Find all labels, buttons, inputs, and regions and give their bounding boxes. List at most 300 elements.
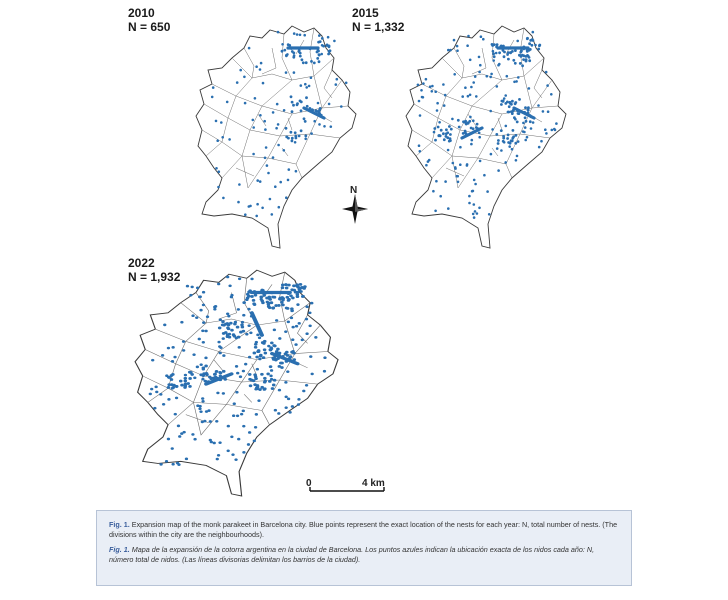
nest-point	[520, 50, 523, 53]
nest-point	[474, 183, 477, 186]
nest-point	[310, 76, 313, 79]
nest-point	[491, 128, 494, 131]
nest-point	[328, 45, 331, 48]
nest-point	[248, 378, 252, 381]
nest-point	[447, 149, 450, 152]
nest-point	[293, 71, 296, 74]
nest-point	[237, 201, 240, 204]
nest-point	[461, 95, 464, 98]
nest-point	[466, 44, 469, 47]
nest-point	[295, 325, 298, 328]
nest-point	[469, 94, 472, 97]
nest-point	[524, 116, 527, 119]
nest-point	[283, 109, 286, 112]
nest-point	[431, 85, 434, 88]
panel-2015-year: 2015	[352, 6, 379, 20]
nest-point	[475, 95, 478, 98]
nest-point	[506, 137, 509, 140]
nest-point	[299, 290, 302, 293]
nest-point	[184, 377, 188, 380]
nest-point	[263, 380, 267, 383]
nest-point	[300, 109, 303, 112]
nest-point	[154, 385, 157, 388]
nest-point	[318, 53, 321, 56]
nest-point	[517, 112, 520, 115]
nest-point	[250, 315, 253, 318]
nest-point	[509, 142, 512, 145]
nest-point	[425, 164, 428, 167]
nest-point	[474, 75, 477, 78]
caption-en-figlabel: Fig. 1.	[109, 520, 130, 529]
nest-point	[448, 125, 451, 128]
nest-point	[167, 398, 170, 401]
nest-point	[472, 119, 475, 122]
nest-point	[288, 411, 291, 414]
nest-point	[226, 101, 229, 104]
nest-point	[429, 85, 432, 88]
nest-point	[545, 71, 548, 74]
nest-point	[278, 352, 282, 355]
nest-point	[473, 216, 476, 219]
nest-point	[553, 128, 556, 131]
nest-point	[198, 338, 201, 341]
nest-point	[265, 297, 269, 300]
nest-point	[243, 76, 246, 79]
nest-point	[318, 34, 321, 37]
nest-point	[478, 56, 481, 59]
nest-point	[479, 160, 482, 163]
nest-point	[219, 375, 222, 378]
caption-spanish	[109, 545, 619, 565]
nest-point	[240, 323, 244, 326]
nest-point	[516, 121, 519, 124]
nest-point	[230, 296, 233, 299]
nest-point	[293, 54, 296, 57]
nest-point	[259, 295, 263, 298]
nest-point	[304, 83, 307, 86]
nest-point	[288, 168, 291, 171]
nest-point	[521, 64, 524, 67]
nest-point	[474, 210, 477, 213]
nest-point	[222, 370, 226, 373]
nest-point	[442, 132, 445, 135]
nest-point	[447, 207, 450, 210]
nest-point	[321, 37, 324, 40]
nest-point	[299, 100, 302, 103]
nest-point	[177, 425, 180, 428]
nest-point	[464, 121, 467, 124]
nest-point	[184, 374, 187, 377]
nest-point	[287, 137, 290, 140]
nest-point	[230, 435, 233, 438]
nest-point	[204, 330, 207, 333]
nest-point	[228, 138, 231, 141]
nest-point	[239, 331, 243, 334]
nest-point	[275, 319, 278, 322]
nest-point	[271, 213, 274, 216]
nest-point	[186, 285, 189, 288]
nest-point	[496, 43, 499, 46]
nest-point	[436, 109, 439, 112]
nest-point	[218, 441, 221, 444]
nest-point	[252, 153, 255, 156]
nest-point	[236, 326, 240, 329]
nest-point	[193, 376, 196, 379]
nest-point	[247, 443, 250, 446]
nest-point	[318, 123, 321, 126]
nest-point	[470, 143, 473, 146]
nest-point	[314, 336, 317, 339]
nest-point	[153, 407, 156, 410]
nest-point	[420, 89, 423, 92]
nest-point	[213, 308, 216, 311]
nest-point	[171, 360, 174, 363]
nest-point	[206, 315, 209, 318]
nest-point	[182, 340, 185, 343]
nest-point	[296, 102, 299, 105]
nest-point	[544, 128, 547, 131]
nest-point	[502, 135, 505, 138]
nest-point	[279, 362, 283, 365]
nest-point	[458, 126, 461, 129]
nest-point	[218, 326, 222, 329]
nest-point	[256, 368, 259, 371]
nest-point	[175, 385, 179, 388]
nest-point	[275, 127, 278, 130]
nest-point	[328, 103, 331, 106]
nest-point	[497, 169, 500, 172]
nest-point	[538, 146, 541, 149]
nest-point	[447, 131, 450, 134]
nest-point	[202, 321, 205, 324]
nest-point	[443, 104, 446, 107]
nest-point	[302, 295, 305, 298]
caption-english	[109, 520, 619, 540]
nest-point	[180, 384, 184, 387]
nest-point	[257, 399, 260, 402]
nest-point	[291, 338, 294, 341]
nest-point	[433, 131, 436, 134]
nest-point	[526, 113, 529, 116]
nest-point	[304, 135, 307, 138]
nest-point	[167, 438, 170, 441]
nest-point	[335, 83, 338, 86]
nest-point	[199, 309, 202, 312]
nest-point	[279, 181, 282, 184]
nest-point	[311, 373, 314, 376]
nest-point	[500, 129, 503, 132]
nest-point	[200, 363, 203, 366]
nest-point	[267, 172, 270, 175]
nest-point	[298, 50, 301, 53]
nest-point	[237, 438, 240, 441]
nest-point	[202, 304, 205, 307]
nest-point	[422, 82, 425, 85]
scale-start-label: 0	[306, 478, 312, 489]
nest-point	[308, 85, 311, 88]
nest-point	[512, 129, 515, 132]
nest-point	[238, 346, 241, 349]
nest-point	[211, 96, 214, 99]
nest-point	[523, 131, 526, 134]
north-arrow-icon	[338, 186, 372, 232]
nest-point	[433, 127, 436, 130]
nest-point	[340, 105, 343, 108]
nest-point	[486, 190, 489, 193]
nest-point	[255, 65, 258, 68]
nest-point	[264, 352, 268, 355]
nest-point	[503, 55, 506, 58]
nest-point	[259, 354, 262, 357]
nest-point	[232, 333, 236, 336]
nest-point	[204, 365, 208, 368]
nest-point	[287, 179, 290, 182]
nest-point	[518, 54, 521, 57]
nest-point	[528, 56, 531, 59]
nest-point	[249, 205, 252, 208]
nest-point	[299, 55, 302, 58]
nest-point	[234, 321, 237, 324]
nest-point	[190, 373, 194, 376]
nest-point	[504, 161, 507, 164]
nest-point	[457, 181, 460, 184]
nest-point	[255, 356, 259, 359]
nest-point	[220, 121, 223, 124]
nest-point	[242, 314, 245, 317]
nest-point	[538, 44, 541, 47]
nest-point	[201, 329, 204, 332]
nest-point	[440, 129, 443, 132]
nest-point	[439, 195, 442, 198]
nest-point	[212, 86, 215, 89]
nest-point	[239, 69, 242, 72]
nest-point	[202, 341, 205, 344]
nest-point	[247, 324, 250, 327]
nest-point	[305, 96, 308, 99]
nest-point	[180, 321, 183, 324]
nest-point	[287, 284, 291, 287]
nest-point	[492, 50, 495, 53]
nest-point	[202, 368, 205, 371]
nest-point	[537, 48, 540, 51]
nest-point	[492, 59, 495, 62]
nest-point	[493, 55, 496, 58]
nest-point	[199, 295, 202, 298]
nest-point	[182, 349, 185, 352]
nest-point	[443, 138, 446, 141]
nest-point	[203, 420, 206, 423]
nest-point	[291, 110, 294, 113]
nest-point	[479, 64, 482, 67]
nest-point	[286, 354, 290, 357]
nest-point	[285, 351, 289, 354]
nest-point	[472, 81, 475, 84]
nest-point	[298, 322, 301, 325]
nest-point	[452, 162, 455, 165]
nest-point	[523, 54, 526, 57]
nest-point	[438, 134, 441, 137]
nest-point	[297, 398, 300, 401]
nest-point	[456, 45, 459, 48]
nest-point	[419, 150, 422, 153]
panel-2015-count: N = 1,332	[352, 20, 405, 34]
nest-point	[277, 144, 280, 147]
nest-point	[449, 133, 452, 136]
nest-point	[507, 58, 510, 61]
panel-2022-year: 2022	[128, 256, 155, 270]
nest-point	[285, 196, 288, 199]
nest-point	[198, 407, 201, 410]
nest-point	[250, 295, 254, 298]
nest-point	[507, 134, 510, 137]
nest-point	[505, 125, 508, 128]
nest-point	[316, 57, 319, 60]
nest-point	[193, 438, 196, 441]
nest-point	[286, 53, 289, 56]
nest-point	[281, 43, 284, 46]
nest-point	[303, 117, 306, 120]
nest-point	[267, 345, 270, 348]
nest-point	[290, 317, 293, 320]
north-label: N	[350, 185, 358, 196]
nest-point	[478, 71, 481, 74]
nest-point	[294, 131, 297, 134]
nest-point	[281, 304, 285, 307]
nest-point	[287, 397, 290, 400]
nest-point	[176, 462, 179, 465]
nest-point	[263, 388, 267, 391]
nest-point	[232, 414, 235, 417]
nest-point	[546, 84, 549, 87]
nest-point	[272, 384, 276, 387]
nest-point	[235, 337, 238, 340]
nest-point	[274, 185, 277, 188]
nest-point	[293, 32, 296, 35]
nest-point	[191, 286, 194, 289]
nest-point	[180, 432, 183, 435]
nest-point	[524, 126, 527, 129]
nest-point	[490, 73, 493, 76]
nest-point	[283, 149, 286, 152]
nest-point	[227, 324, 231, 327]
nest-point	[261, 207, 264, 210]
nest-point	[248, 373, 252, 376]
nest-point	[431, 90, 434, 93]
figure-caption	[96, 510, 632, 586]
nest-point	[179, 380, 183, 383]
nest-point	[522, 122, 525, 125]
nest-point	[245, 333, 248, 336]
nest-point	[525, 120, 528, 123]
nest-point	[213, 373, 217, 376]
nest-point	[267, 302, 270, 305]
nest-point	[219, 346, 222, 349]
nest-point	[293, 289, 297, 292]
nest-point	[526, 37, 529, 40]
nest-point	[167, 376, 170, 379]
nest-point	[421, 96, 424, 99]
nest-point	[189, 294, 192, 297]
nest-point	[253, 440, 256, 443]
nest-point	[545, 132, 548, 135]
nest-point	[217, 341, 220, 344]
nest-point	[222, 354, 225, 357]
nest-point	[495, 133, 498, 136]
nest-point	[237, 308, 240, 311]
nest-point	[522, 58, 525, 61]
nest-point	[222, 197, 225, 200]
nest-point	[302, 390, 305, 393]
nest-point	[525, 60, 528, 63]
nest-point	[434, 210, 437, 213]
nest-point	[514, 49, 517, 52]
nest-point	[504, 94, 507, 97]
nest-point	[184, 382, 188, 385]
nest-point	[196, 366, 199, 369]
nest-point	[221, 320, 225, 323]
nest-point	[266, 372, 270, 375]
nest-point	[219, 352, 222, 355]
nest-point	[500, 149, 503, 152]
nest-point	[336, 78, 339, 81]
nest-point	[444, 94, 447, 97]
nest-point	[260, 298, 263, 301]
nest-point	[242, 301, 246, 304]
nest-point	[273, 379, 277, 382]
nest-point	[213, 442, 216, 445]
nest-point	[171, 346, 174, 349]
nest-point	[326, 44, 329, 47]
nest-point	[150, 388, 153, 391]
nest-point	[226, 326, 229, 329]
nest-point	[285, 307, 288, 310]
nest-point	[167, 386, 171, 389]
nest-point	[266, 164, 269, 167]
nest-point	[459, 146, 462, 149]
nest-point	[272, 156, 275, 159]
nest-point	[228, 284, 231, 287]
nest-point	[269, 198, 272, 201]
nest-point	[236, 81, 239, 84]
nest-point	[276, 348, 280, 351]
nest-point	[254, 294, 258, 297]
nest-point	[310, 60, 313, 63]
nest-point	[299, 283, 303, 286]
nest-point	[472, 213, 475, 216]
nest-point	[270, 292, 273, 295]
nest-point	[294, 343, 297, 346]
nest-point	[236, 414, 239, 417]
nest-point	[317, 102, 320, 105]
nest-point	[222, 392, 225, 395]
nest-point	[161, 354, 164, 357]
nest-point	[219, 318, 222, 321]
nest-point	[290, 95, 293, 98]
nest-point	[511, 100, 514, 103]
nest-point	[531, 44, 534, 47]
nest-point	[209, 420, 212, 423]
nest-point	[281, 299, 285, 302]
panel-2010-label	[128, 6, 170, 34]
nest-point	[191, 314, 194, 317]
nest-point	[321, 44, 324, 47]
nest-point	[527, 109, 530, 112]
nest-point	[224, 331, 228, 334]
nest-point	[478, 207, 481, 210]
nest-point	[509, 102, 512, 105]
nest-point	[262, 356, 266, 359]
nest-point	[205, 410, 208, 413]
